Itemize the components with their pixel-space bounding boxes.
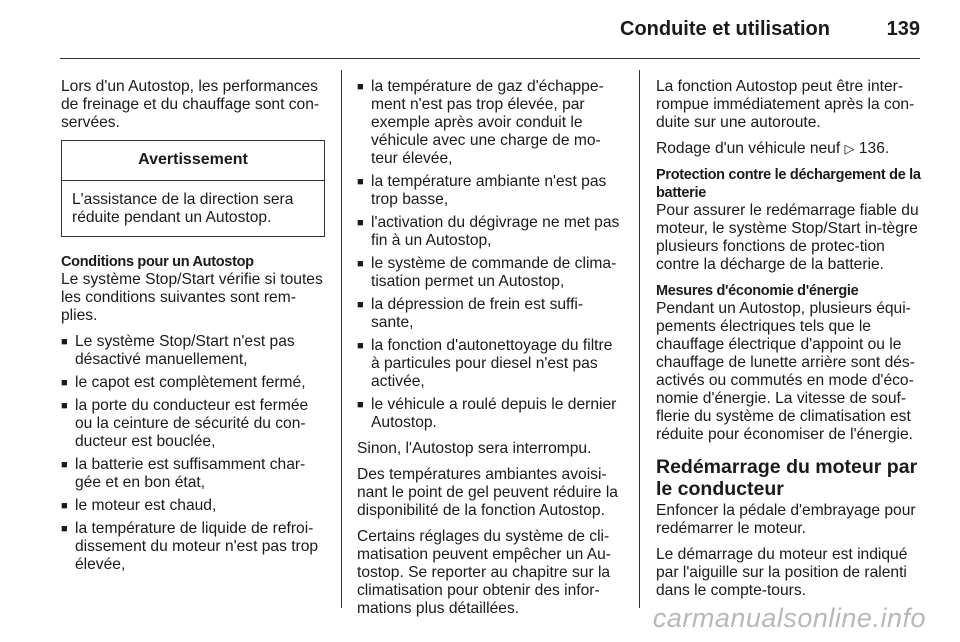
column-right	[656, 78, 924, 608]
warning-box	[61, 140, 325, 237]
watermark: carmanualsonline.info	[652, 603, 926, 633]
bullet-square-icon: ■	[357, 217, 364, 229]
bullet-square-icon: ■	[357, 81, 364, 93]
list-item: ■ l'activation du dégivrage ne met pas fin à un Autostop,	[357, 214, 620, 249]
paragraph: Pendant un Autostop, plusieurs équi-pements électriques tels que le chauffage électrique d'appoint ou le chauffage de lunette arrière sont dés-activés ou commutés en mode d'éco-nomie d'énergie. La vitesse de souf-flerie du système de climatisation est réduite pour économiser de l'énergie.	[656, 300, 915, 443]
list-item: ■ Le système Stop/Start n'est pas désactivé manuellement,	[61, 333, 295, 368]
bullet-square-icon: ■	[61, 523, 68, 535]
paragraph: Certains réglages du système de cli-matisation peuvent empêcher un Au-tostop. Se reporter au chapitre sur la climatisation pour obtenir des infor-mations plus détaillées.	[357, 528, 611, 617]
conditions-heading: Conditions pour un Autostop	[61, 254, 254, 270]
paragraph: Le démarrage du moteur est indiqué par l'aiguille sur la position de ralenti dans le compte-tours.	[656, 546, 908, 599]
bullet-square-icon: ■	[357, 399, 364, 411]
chapter-title: Conduite et utilisation	[620, 18, 830, 40]
list-item: ■ le capot est complètement fermé,	[61, 374, 306, 391]
warning-title: Avertissement	[62, 141, 324, 181]
battery-protection-heading: Protection contre le déchargement de la batterie	[656, 167, 921, 201]
page-reference-icon: ▷	[844, 141, 855, 156]
list-item: ■ la porte du conducteur est fermée ou la ceinture de sécurité du con-ducteur est bouclée,	[61, 397, 309, 450]
paragraph: Des températures ambiantes avoisi-nant le point de gel peuvent réduire la disponibilité de la fonction Autostop.	[357, 466, 618, 519]
bullet-square-icon: ■	[357, 176, 364, 188]
bullet-square-icon: ■	[61, 500, 68, 512]
list-item: ■ la batterie est suffisamment char-gée et en bon état,	[61, 456, 306, 491]
page-number: 139	[886, 18, 920, 40]
column-middle	[357, 78, 623, 626]
conditions-list	[61, 333, 325, 574]
bullet-square-icon: ■	[357, 340, 364, 352]
cross-reference: Rodage d'un véhicule neuf ▷ 136.	[656, 140, 890, 157]
list-item: ■ le moteur est chaud,	[61, 497, 217, 514]
intro-paragraph: Lors d'un Autostop, les performances de freinage et du chauffage sont con-servées.	[61, 78, 320, 131]
energy-saving-heading: Mesures d'économie d'énergie	[656, 283, 859, 299]
column-divider	[341, 70, 342, 608]
bullet-square-icon: ■	[61, 400, 68, 412]
warning-body: L'assistance de la direction sera réduite pendant un Autostop.	[72, 191, 294, 226]
conditions-list-continued	[357, 78, 623, 432]
paragraph: Sinon, l'Autostop sera interrompu.	[357, 440, 592, 457]
bullet-square-icon: ■	[357, 258, 364, 270]
bullet-square-icon: ■	[61, 336, 68, 348]
list-item: ■ la température ambiante n'est pas trop basse,	[357, 173, 607, 208]
list-item: ■ le système de commande de clima-tisation permet un Autostop,	[357, 255, 617, 290]
page-header	[60, 0, 920, 59]
list-item: ■ la température de gaz d'échappe-ment n'est pas trop élevée, par exemple après avoir conduit le véhicule avec une charge de mo-teur élevée,	[357, 78, 604, 167]
list-item: ■ la dépression de frein est suffi-sante,	[357, 296, 584, 331]
paragraph: Enfoncer la pédale d'embrayage pour redémarrer le moteur.	[656, 502, 916, 537]
restart-heading: Redémarrage du moteur par le conducteur	[656, 456, 918, 500]
column-left	[61, 78, 325, 582]
bullet-square-icon: ■	[61, 377, 68, 389]
list-item: ■ le véhicule a roulé depuis le dernier Autostop.	[357, 396, 617, 431]
list-item: ■ la fonction d'autonettoyage du filtre à particules pour diesel n'est pas activée,	[357, 337, 613, 390]
conditions-intro: Le système Stop/Start vérifie si toutes les conditions suivantes sont rem-plies.	[61, 271, 323, 324]
paragraph: Pour assurer le redémarrage fiable du moteur, le système Stop/Start in-tègre plusieurs fonctions de protec-tion contre la décharge de la batterie.	[656, 202, 919, 273]
bullet-square-icon: ■	[357, 299, 364, 311]
bullet-square-icon: ■	[61, 459, 68, 471]
list-item: ■ la température de liquide de refroi-dissement du moteur n'est pas trop élevée,	[61, 520, 319, 573]
column-divider	[639, 70, 640, 608]
paragraph: La fonction Autostop peut être inter-rompue immédiatement après la con-duite sur une autoroute.	[656, 78, 915, 131]
